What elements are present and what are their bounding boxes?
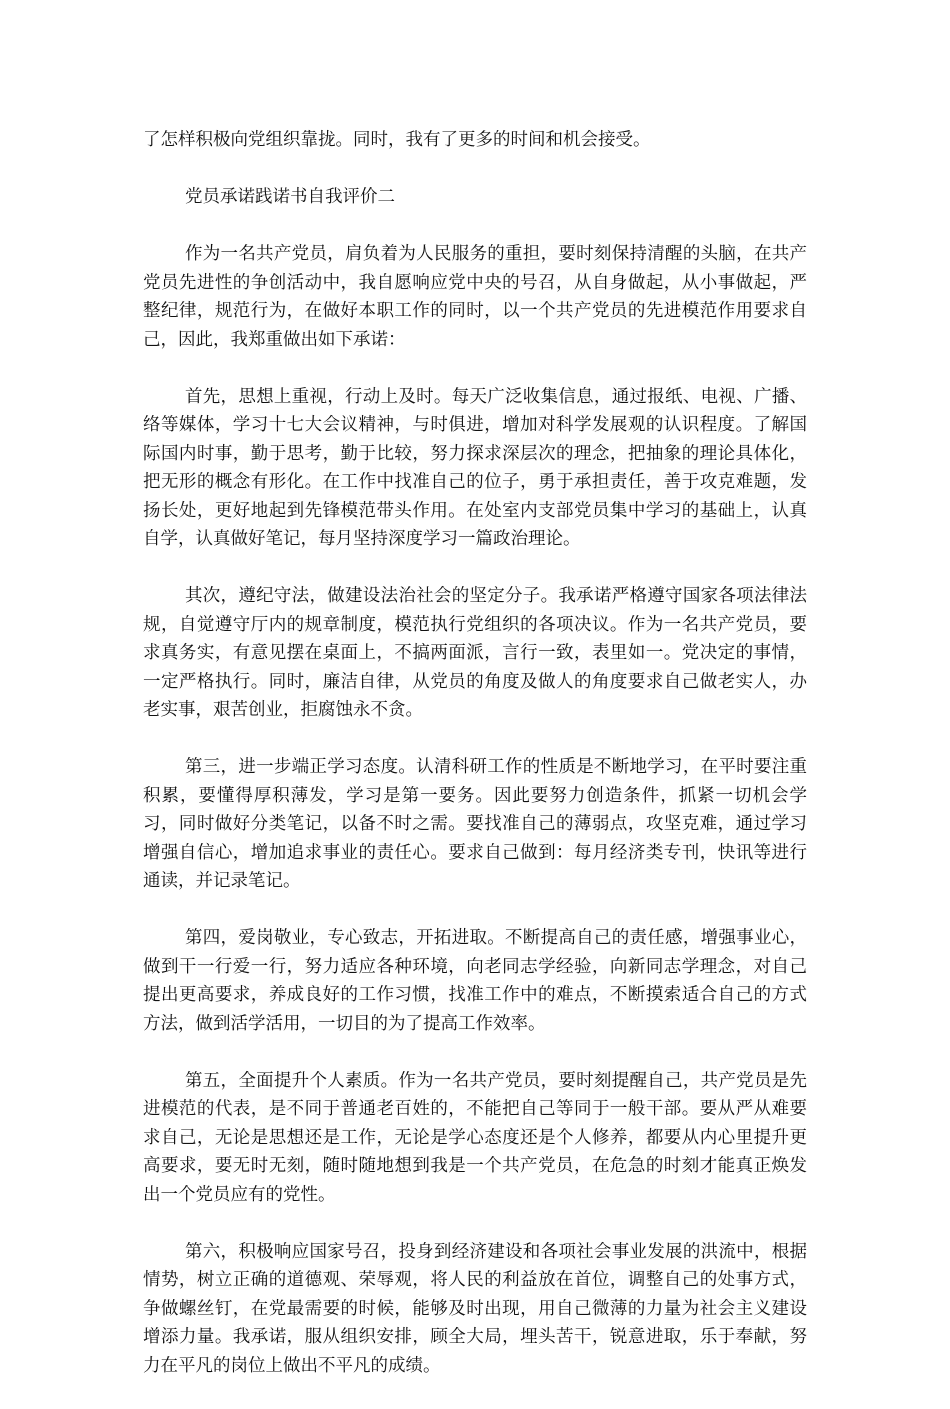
paragraph-sixth: 第六，积极响应国家号召，投身到经济建设和各项社会事业发展的洪流中，根据情势，树立正确的道德观、荣辱观，将人民的利益放在首位，调整自己的处事方式，争做螺丝钉，在党最需要的时候，能够及时出现，用自己微薄的力量为社会主义建设增添力量。我承诺，服从组织安排，顾全大局，埋头苦干，锐意进取，乐于奉献，努力在平凡的岗位上做出不平凡的成绩。 bbox=[143, 1241, 807, 1376]
paragraph-third: 第三，进一步端正学习态度。认清科研工作的性质是不断地学习，在平时要注重积累，要懂得厚积薄发，学习是第一要务。因此要努力创造条件，抓紧一切机会学习，同时做好分类笔记，以备不时之需。要找准自己的薄弱点，攻坚克难，通过学习增强自信心，增加追求事业的责任心。要求自己做到：每月经济类专刊，快讯等进行通读，并记录笔记。 bbox=[143, 757, 807, 891]
paragraph-intro: 作为一名共产党员，肩负着为人民服务的重担，要时刻保持清醒的头脑，在共产党员先进性的争创活动中，我自愿响应党中央的号召，从自身做起，从小事做起，严整纪律，规范行为，在做好本职工作的同时，以一个共产党员的先进模范作用要求自己，因此，我郑重做出如下承诺： bbox=[143, 244, 807, 350]
section-heading: 党员承诺践诺书自我评价二 bbox=[185, 187, 395, 207]
document-page bbox=[143, 126, 807, 1409]
paragraph-fourth: 第四，爱岗敬业，专心致志，开拓进取。不断提高自己的责任感，增强事业心，做到干一行爱一行，努力适应各种环境，向老同志学经验，向新同志学理念，对自己提出更高要求，养成良好的工作习惯，找准工作中的难点，不断摸索适合自己的方式方法，做到活学活用，一切目的为了提高工作效率。 bbox=[143, 928, 807, 1034]
lead-in-paragraph: 了怎样积极向党组织靠拢。同时，我有了更多的时间和机会接受。 bbox=[143, 130, 651, 150]
paragraph-first: 首先，思想上重视，行动上及时。每天广泛收集信息，通过报纸、电视、广播、络等媒体，学习十七大会议精神，与时俱进，增加对科学发展观的认识程度。了解国际国内时事，勤于思考，勤于比较，努力探求深层次的理念，把抽象的理论具体化，把无形的概念有形化。在工作中找准自己的位子，勇于承担责任，善于攻克难题，发扬长处，更好地起到先锋模范带头作用。在处室内支部党员集中学习的基础上，认真自学，认真做好笔记，每月坚持深度学习一篇政治理论。 bbox=[143, 386, 807, 549]
paragraph-second: 其次，遵纪守法，做建设法治社会的坚定分子。我承诺严格遵守国家各项法律法规，自觉遵守厅内的规章制度，模范执行党组织的各项决议。作为一名共产党员，要求真务实，有意见摆在桌面上，不搞两面派，言行一致，表里如一。党决定的事情，一定严格执行。同时，廉洁自律，从党员的角度及做人的角度要求自己做老实人，办老实事，艰苦创业，拒腐蚀永不贪。 bbox=[143, 586, 807, 720]
paragraph-fifth: 第五，全面提升个人素质。作为一名共产党员，要时刻提醒自己，共产党员是先进模范的代表，是不同于普通老百姓的，不能把自己等同于一般干部。要从严从难要求自己，无论是思想还是工作，无论是学心态度还是个人修养，都要从内心里提升更高要求，要无时无刻，随时随地想到我是一个共产党员，在危急的时刻才能真正焕发出一个党员应有的党性。 bbox=[143, 1070, 807, 1205]
